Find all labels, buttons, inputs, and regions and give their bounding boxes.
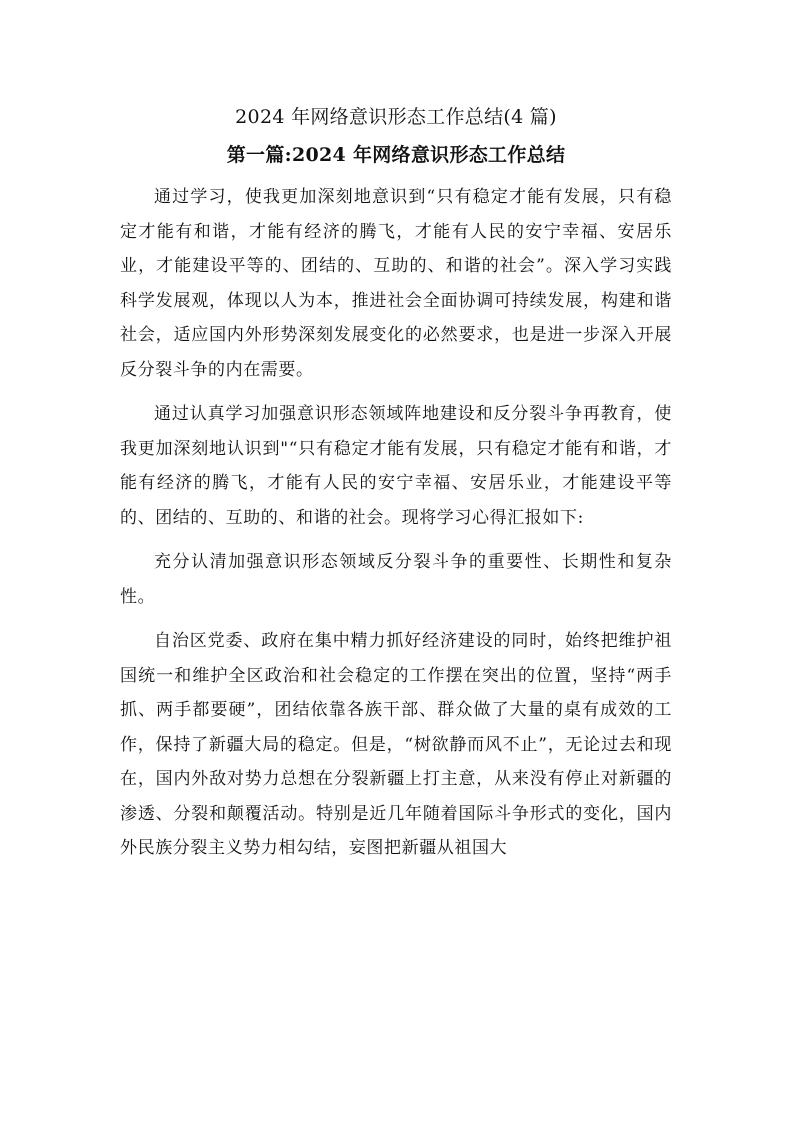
paragraph-4: 自治区党委、政府在集中精力抓好经济建设的同时，始终把维护祖国统一和维护全区政治和社会稳定的工作摆在突出的位置，坚持“两手抓、两手都要硬”，团结依靠各族干部、群众做了大量的桌有成效的工作，保持了新疆大局的稳定。但是，“树欲静而风不止”，无论过去和现在，国内外敌对势力总想在分裂新疆上打主意，从来没有停止对新疆的渗透、分裂和颠覆活动。特别是近几年随着国际斗争形式的变化，国内外民族分裂主义势力相勾结，妄图把新疆从祖国大	[120, 631, 672, 858]
paragraph-1: 通过学习，使我更加深刻地意识到“只有稳定才能有发展，只有稳定才能有和谐，才能有经济的腾飞，才能有人民的安宁幸福、安居乐业，才能建设平等的、团结的、互助的、和谐的社会”。深入学习实践科学发展观，体现以人为本，推进社会全面协调可持续发展，构建和谐社会，适应国内外形势深刻发展变化的必然要求，也是进一步深入开展反分裂斗争的内在需要。	[120, 187, 672, 380]
paragraph-2: 通过认真学习加强意识形态领域阵地建设和反分裂斗争再教育，使我更加深刻地认识到"“只有稳定才能有发展，只有稳定才能有和谐，才能有经济的腾飞，才能有人民的安宁幸福、安居乐业，才能建设平等的、团结的、互助的、和谐的社会。现将学习心得汇报如下:	[120, 404, 672, 528]
document-content	[120, 98, 672, 876]
section-title: 第一篇:2024 年网络意识形态工作总结	[226, 144, 566, 166]
document-title: 2024 年网络意识形态工作总结(4 篇)	[235, 106, 557, 128]
paragraph-3: 充分认清加强意识形态领域反分裂斗争的重要性、长期性和复杂性。	[120, 552, 672, 607]
